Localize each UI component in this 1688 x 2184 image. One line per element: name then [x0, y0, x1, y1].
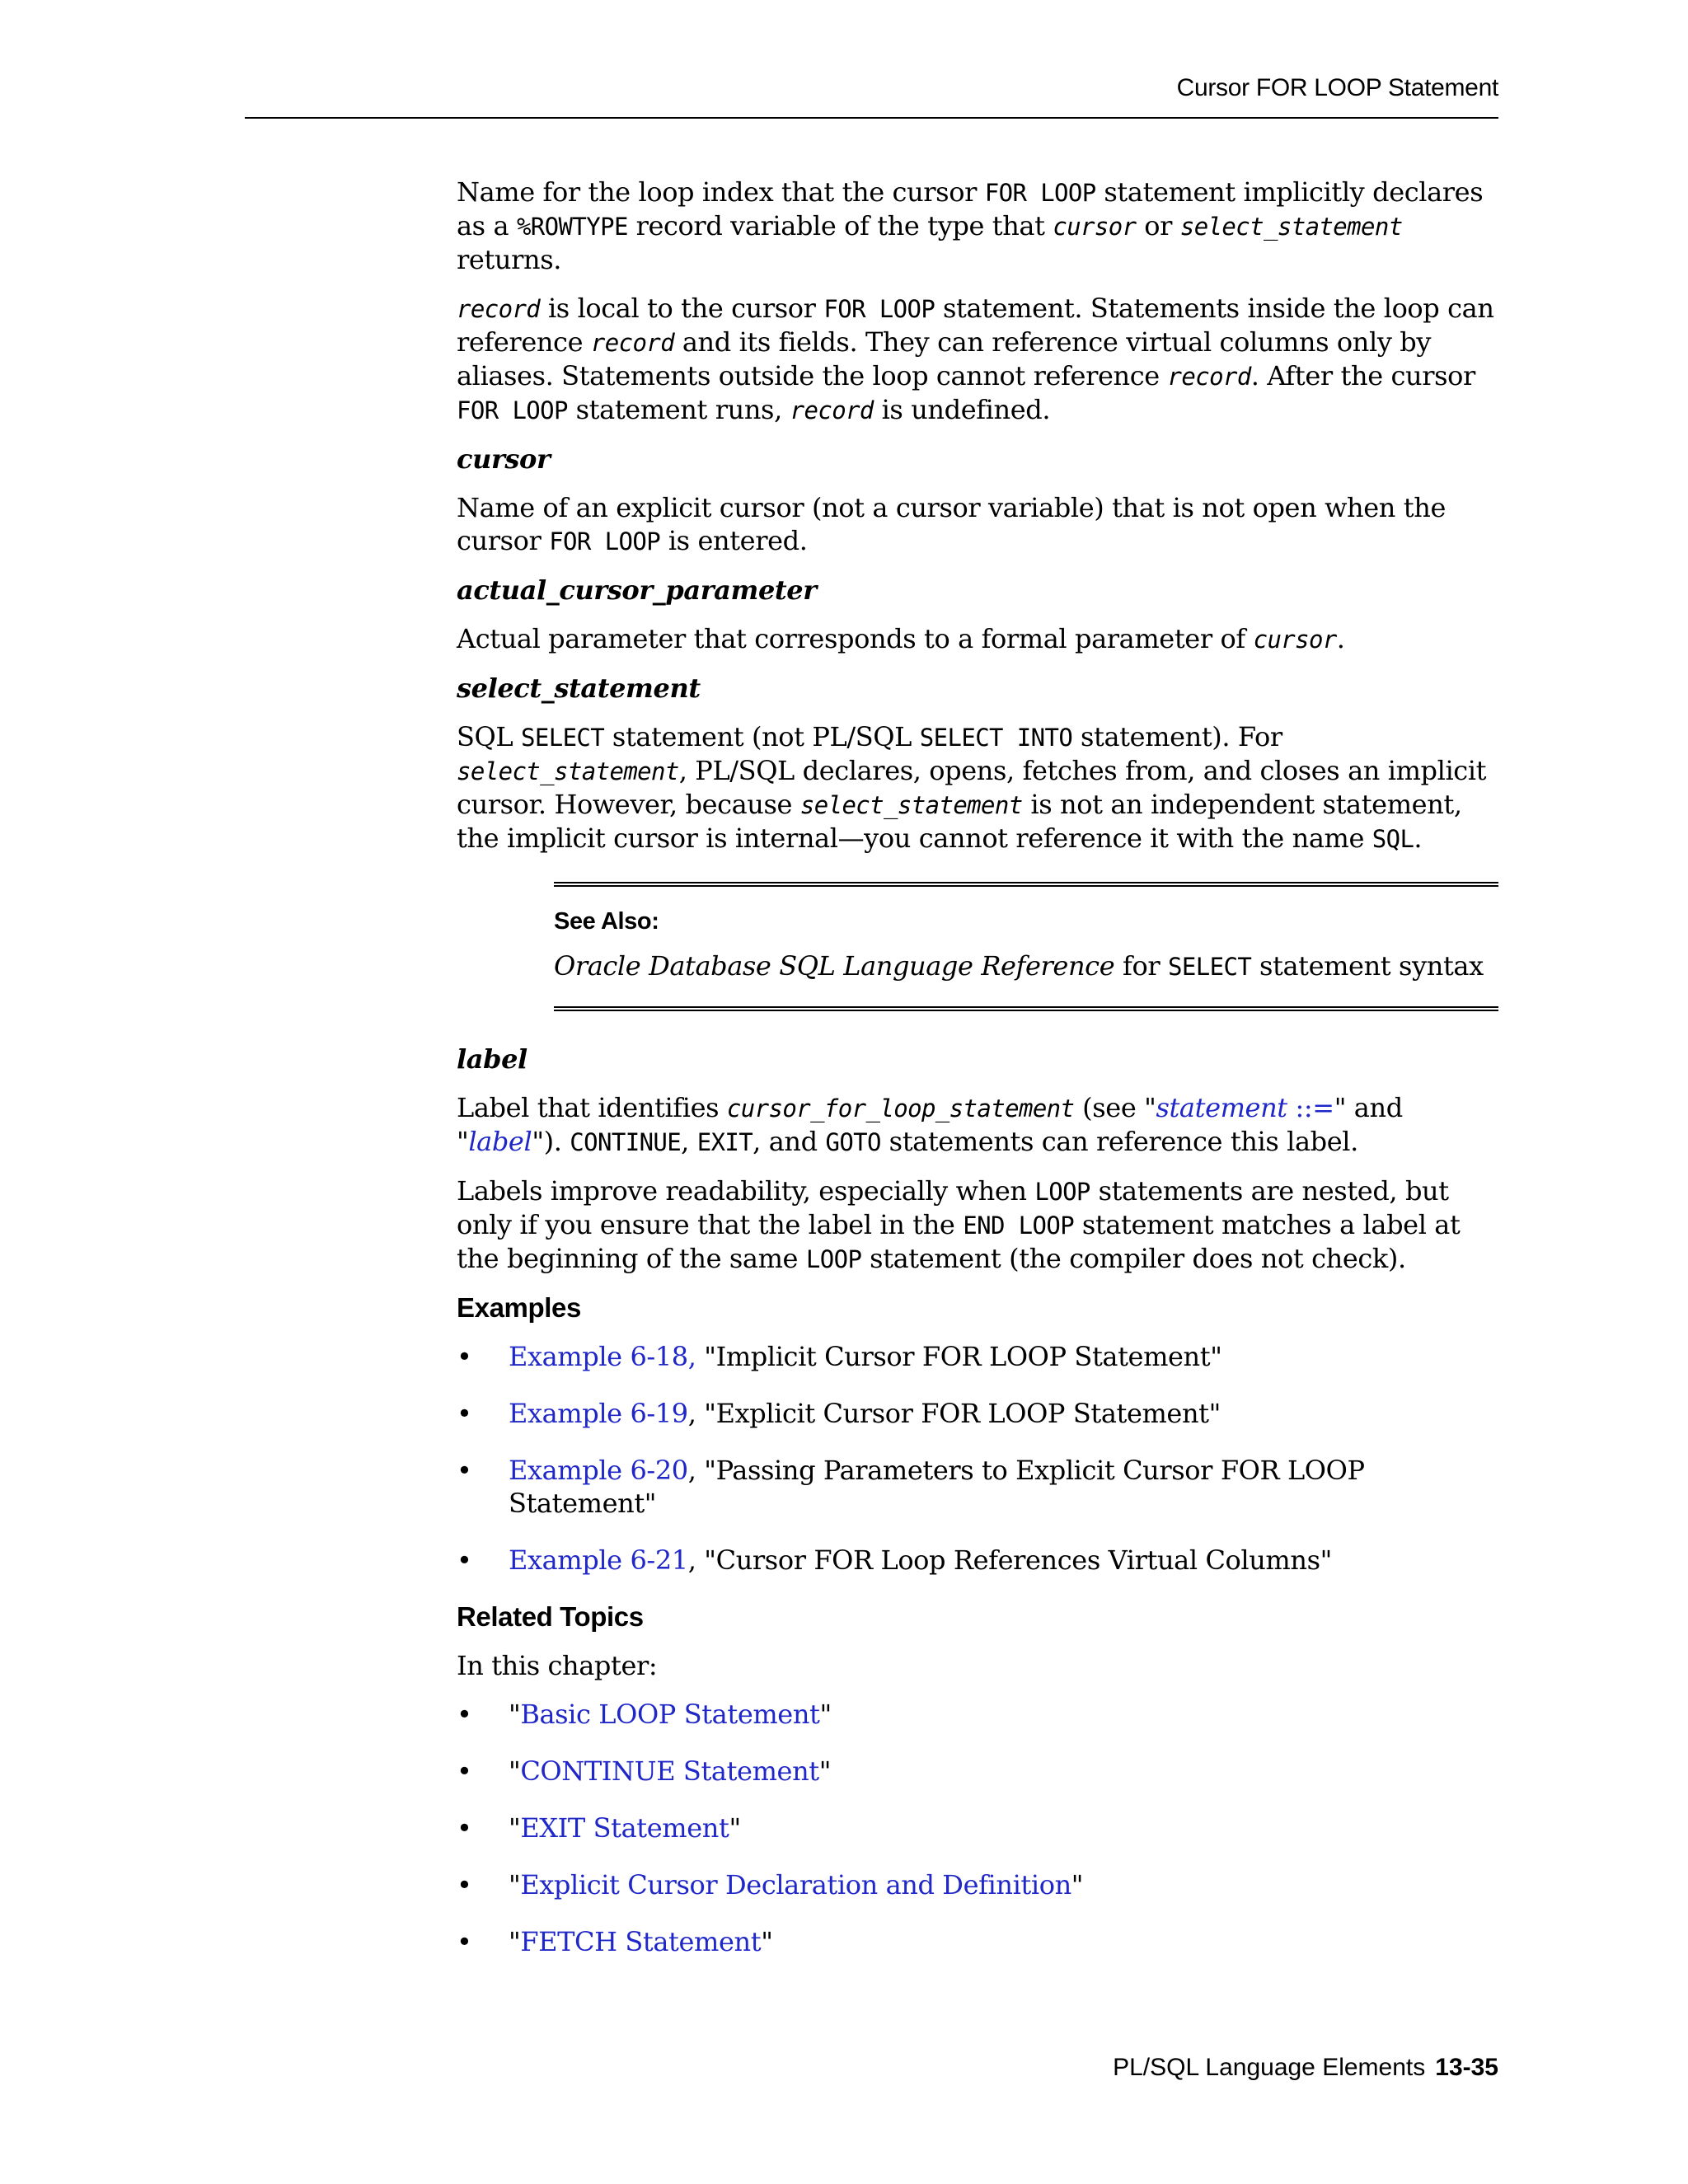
examples-heading: Examples	[457, 1292, 581, 1323]
list-item: • "Basic LOOP Statement"	[457, 1699, 832, 1730]
record-description: Name for the loop index that the cursor FOR LOOP statement implicitly declares as a %ROWTYPE record variable of the type that cursor or select_statement returns.	[457, 176, 1484, 275]
page-number: 13-35	[1435, 2054, 1498, 2081]
explicit-cursor-declaration-link[interactable]: Explicit Cursor Declaration and Definition	[520, 1869, 1071, 1900]
bullet: •	[457, 1869, 472, 1900]
exit-statement-link[interactable]: EXIT Statement	[520, 1812, 729, 1844]
list-item: • Example 6-19, "Explicit Cursor FOR LOOP Statement"	[457, 1398, 1221, 1429]
cursor-description: Name of an explicit cursor (not a cursor variable) that is not open when the cursor FOR LOOP is entered.	[457, 492, 1446, 556]
example-6-20-link[interactable]: Example 6-20	[509, 1455, 688, 1486]
statement-syntax-link[interactable]: statement	[1156, 1092, 1287, 1123]
label-description: Label that identifies cursor_for_loop_statement (see "statement ::=" and "label"). CONTINUE, EXIT, and GOTO statements can reference this label.	[457, 1092, 1403, 1157]
bullet: •	[457, 1341, 472, 1372]
select-statement-description: SQL SELECT statement (not PL/SQL SELECT INTO statement). For select_statement, PL/SQL declares, opens, fetches from, and closes an implicit cursor. However, because select_statement is not an independent statement, the implicit cursor is internal—you cannot reference it with the name SQL.	[457, 721, 1487, 854]
example-6-19-link[interactable]: Example 6-19	[509, 1398, 688, 1429]
actual-cursor-parameter-description: Actual parameter that corresponds to a formal parameter of cursor.	[457, 623, 1345, 654]
page-footer	[1113, 2054, 1498, 2082]
basic-loop-statement-link[interactable]: Basic LOOP Statement	[520, 1699, 820, 1730]
list-item: • "Explicit Cursor Declaration and Definition"	[457, 1869, 1084, 1900]
term-label: label	[457, 1043, 528, 1075]
fetch-statement-link[interactable]: FETCH Statement	[520, 1926, 762, 1957]
bullet: •	[457, 1699, 472, 1730]
list-item: • Example 6-21, "Cursor FOR Loop References Virtual Columns"	[457, 1544, 1332, 1576]
example-6-21-link[interactable]: Example 6-21	[509, 1544, 688, 1576]
main-content	[457, 176, 1498, 1982]
label-syntax-link[interactable]: label	[468, 1126, 532, 1157]
footer-section-title: PL/SQL Language Elements	[1113, 2054, 1426, 2081]
running-title: Cursor FOR LOOP Statement	[1176, 74, 1498, 101]
list-item: • "EXIT Statement"	[457, 1812, 741, 1844]
related-topics-list	[457, 1698, 1498, 1958]
related-topics-intro: In this chapter:	[457, 1650, 658, 1681]
see-also-box	[554, 882, 1498, 1011]
continue-statement-link[interactable]: CONTINUE Statement	[520, 1755, 819, 1787]
list-item: • Example 6-18, "Implicit Cursor FOR LOOP Statement"	[457, 1341, 1222, 1372]
bullet: •	[457, 1455, 472, 1486]
see-also-heading: See Also:	[554, 908, 659, 935]
list-item: • "CONTINUE Statement"	[457, 1755, 832, 1787]
term-actual-cursor-parameter: actual_cursor_parameter	[457, 574, 817, 606]
list-item: • "FETCH Statement"	[457, 1926, 773, 1957]
see-also-book-title: Oracle Database SQL Language Reference	[554, 950, 1115, 982]
bullet: •	[457, 1755, 472, 1787]
bullet: •	[457, 1926, 472, 1957]
record-scope-paragraph: record is local to the cursor FOR LOOP statement. Statements inside the loop can reference record and its fields. They can reference virtual columns only by aliases. Statements outside the loop cannot reference record. After the cursor FOR LOOP statement runs, record is undefined.	[457, 293, 1494, 425]
bullet: •	[457, 1544, 472, 1576]
term-cursor: cursor	[457, 443, 551, 475]
list-item: • Example 6-20, "Passing Parameters to Explicit Cursor FOR LOOP Statement"	[457, 1455, 1365, 1519]
example-6-18-link[interactable]: Example 6-18,	[509, 1341, 696, 1372]
statement-syntax-link-suffix[interactable]: ::=	[1287, 1092, 1334, 1123]
page-header	[245, 69, 1498, 119]
see-also-body: Oracle Database SQL Language Reference for SELECT statement syntax	[554, 950, 1484, 982]
term-select-statement: select_statement	[457, 673, 701, 704]
bullet: •	[457, 1812, 472, 1844]
examples-list	[457, 1340, 1498, 1577]
label-readability-paragraph: Labels improve readability, especially when LOOP statements are nested, but only if you ensure that the label in the END LOOP statement matches a label at the beginning of the same LOOP statement (the compiler does not check).	[457, 1175, 1461, 1274]
related-topics-heading: Related Topics	[457, 1601, 644, 1632]
bullet: •	[457, 1398, 472, 1429]
